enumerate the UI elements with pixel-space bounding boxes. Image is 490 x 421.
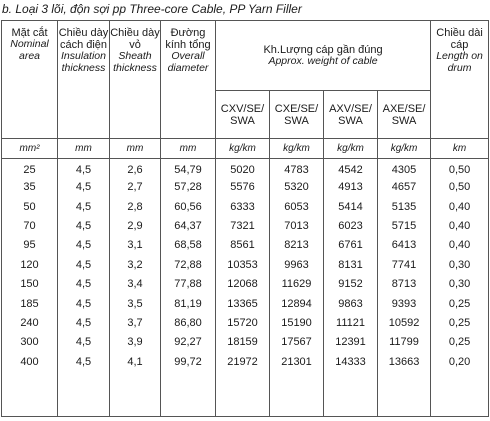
table-cell: 5414 — [324, 197, 378, 216]
table-cell: 9393 — [378, 294, 431, 313]
table-cell: 0,40 — [431, 197, 489, 216]
table-cell: 25 — [2, 158, 58, 177]
table-cell: 120 — [2, 255, 58, 274]
table-row — [2, 333, 489, 352]
units-row — [2, 139, 489, 158]
table-cell: 8713 — [378, 275, 431, 294]
table-cell: 4,5 — [58, 236, 110, 255]
table-cell: 6333 — [216, 197, 270, 216]
empty-cell — [216, 372, 270, 417]
header-cxv-se-swa: CXV/SE/ SWA — [216, 91, 270, 139]
empty-cell — [161, 372, 216, 417]
table-cell: 0,40 — [431, 216, 489, 235]
table-cell: 57,28 — [161, 178, 216, 197]
empty-cell — [58, 372, 110, 417]
table-cell: 7013 — [270, 216, 324, 235]
header-cxe-se-swa: CXE/SE/ SWA — [270, 91, 324, 139]
table-cell: 5576 — [216, 178, 270, 197]
table-cell: 4542 — [324, 158, 378, 177]
table-cell: 0,30 — [431, 275, 489, 294]
table-cell: 4,5 — [58, 294, 110, 313]
table-cell: 0,25 — [431, 333, 489, 352]
table-cell: 0,25 — [431, 313, 489, 332]
table-cell: 70 — [2, 216, 58, 235]
table-cell: 77,88 — [161, 275, 216, 294]
table-row — [2, 216, 489, 235]
table-cell: 11799 — [378, 333, 431, 352]
header-nominal-area: Mặt cắt Nominal area — [2, 21, 58, 139]
table-cell: 0,50 — [431, 178, 489, 197]
table-cell: 21972 — [216, 352, 270, 371]
table-cell: 0,50 — [431, 158, 489, 177]
table-cell: 60,56 — [161, 197, 216, 216]
table-row — [2, 236, 489, 255]
table-cell: 68,58 — [161, 236, 216, 255]
table-cell: 5020 — [216, 158, 270, 177]
cable-spec-table — [1, 20, 489, 417]
table-cell: 86,80 — [161, 313, 216, 332]
table-cell: 4913 — [324, 178, 378, 197]
table-cell: 4,5 — [58, 197, 110, 216]
table-row — [2, 158, 489, 177]
table-cell: 81,19 — [161, 294, 216, 313]
table-cell: 4,5 — [58, 333, 110, 352]
table-cell: 185 — [2, 294, 58, 313]
table-cell: 5320 — [270, 178, 324, 197]
table-cell: 150 — [2, 275, 58, 294]
header-overall-diameter: Đường kính tổng Overall diameter — [161, 21, 216, 139]
unit-cell: kg/km — [324, 139, 378, 158]
table-cell: 14333 — [324, 352, 378, 371]
table-filler-row — [2, 372, 489, 417]
unit-cell: km — [431, 139, 489, 158]
header-length-on-drum: Chiều dài cáp Length on drum — [431, 21, 489, 139]
table-cell: 54,79 — [161, 158, 216, 177]
table-row — [2, 197, 489, 216]
header-sheath-thickness: Chiều dày vỏ Sheath thickness — [110, 21, 161, 139]
table-cell: 10592 — [378, 313, 431, 332]
table-cell: 15190 — [270, 313, 324, 332]
header-axe-se-swa: AXE/SE/ SWA — [378, 91, 431, 139]
table-cell: 3,5 — [110, 294, 161, 313]
table-cell: 8131 — [324, 255, 378, 274]
table-cell: 4783 — [270, 158, 324, 177]
table-cell: 8213 — [270, 236, 324, 255]
table-cell: 4,5 — [58, 158, 110, 177]
empty-cell — [270, 372, 324, 417]
table-cell: 6761 — [324, 236, 378, 255]
table-cell: 12894 — [270, 294, 324, 313]
table-cell: 3,2 — [110, 255, 161, 274]
table-cell: 4657 — [378, 178, 431, 197]
unit-cell: mm — [58, 139, 110, 158]
table-cell: 0,40 — [431, 236, 489, 255]
table-cell: 3,1 — [110, 236, 161, 255]
header-row — [2, 21, 489, 91]
table-cell: 17567 — [270, 333, 324, 352]
table-cell: 18159 — [216, 333, 270, 352]
table-row — [2, 352, 489, 371]
table-cell: 9863 — [324, 294, 378, 313]
empty-cell — [431, 372, 489, 417]
table-cell: 300 — [2, 333, 58, 352]
table-cell: 3,4 — [110, 275, 161, 294]
table-cell: 9152 — [324, 275, 378, 294]
table-cell: 2,8 — [110, 197, 161, 216]
table-cell: 4,5 — [58, 275, 110, 294]
table-cell: 4,5 — [58, 313, 110, 332]
table-row — [2, 294, 489, 313]
table-cell: 3,7 — [110, 313, 161, 332]
table-cell: 0,20 — [431, 352, 489, 371]
table-cell: 8561 — [216, 236, 270, 255]
table-row — [2, 275, 489, 294]
table-row — [2, 178, 489, 197]
empty-cell — [2, 372, 58, 417]
unit-cell: mm — [110, 139, 161, 158]
table-cell: 92,27 — [161, 333, 216, 352]
table-cell: 3,9 — [110, 333, 161, 352]
table-cell: 4,5 — [58, 216, 110, 235]
table-cell: 13663 — [378, 352, 431, 371]
unit-cell: mm — [161, 139, 216, 158]
table-cell: 72,88 — [161, 255, 216, 274]
table-cell: 10353 — [216, 255, 270, 274]
table-cell: 7321 — [216, 216, 270, 235]
header-insulation-thickness: Chiều dày cách điện Insulation thickness — [58, 21, 110, 139]
table-cell: 6053 — [270, 197, 324, 216]
table-cell: 64,37 — [161, 216, 216, 235]
table-cell: 35 — [2, 178, 58, 197]
table-cell: 0,30 — [431, 255, 489, 274]
header-approx-weight: Kh.Lượng cáp gần đúng Approx. weight of cable — [216, 21, 431, 91]
table-row — [2, 313, 489, 332]
empty-cell — [378, 372, 431, 417]
table-cell: 15720 — [216, 313, 270, 332]
table-row — [2, 255, 489, 274]
table-cell: 2,7 — [110, 178, 161, 197]
table-cell: 4,1 — [110, 352, 161, 371]
table-cell: 6023 — [324, 216, 378, 235]
table-cell: 2,9 — [110, 216, 161, 235]
table-cell: 4,5 — [58, 255, 110, 274]
empty-cell — [110, 372, 161, 417]
table-cell: 11629 — [270, 275, 324, 294]
header-axv-se-swa: AXV/SE/ SWA — [324, 91, 378, 139]
table-title: b. Loại 3 lõi, độn sợi pp Three-core Cable, PP Yarn Filler — [2, 2, 302, 16]
table-cell: 2,6 — [110, 158, 161, 177]
table-cell: 21301 — [270, 352, 324, 371]
table-cell: 400 — [2, 352, 58, 371]
table-cell: 7741 — [378, 255, 431, 274]
unit-cell: kg/km — [216, 139, 270, 158]
table-cell: 12068 — [216, 275, 270, 294]
table-cell: 99,72 — [161, 352, 216, 371]
table-cell: 13365 — [216, 294, 270, 313]
table-cell: 95 — [2, 236, 58, 255]
table-cell: 4,5 — [58, 352, 110, 371]
table-cell: 4,5 — [58, 178, 110, 197]
table-cell: 240 — [2, 313, 58, 332]
unit-cell: kg/km — [378, 139, 431, 158]
table-cell: 9963 — [270, 255, 324, 274]
table-cell: 12391 — [324, 333, 378, 352]
unit-cell: mm² — [2, 139, 58, 158]
table-cell: 0,25 — [431, 294, 489, 313]
empty-cell — [324, 372, 378, 417]
table-cell: 5715 — [378, 216, 431, 235]
table-cell: 50 — [2, 197, 58, 216]
table-cell: 4305 — [378, 158, 431, 177]
unit-cell: kg/km — [270, 139, 324, 158]
table-cell: 5135 — [378, 197, 431, 216]
table-cell: 6413 — [378, 236, 431, 255]
table-cell: 11121 — [324, 313, 378, 332]
table-body — [2, 158, 489, 416]
